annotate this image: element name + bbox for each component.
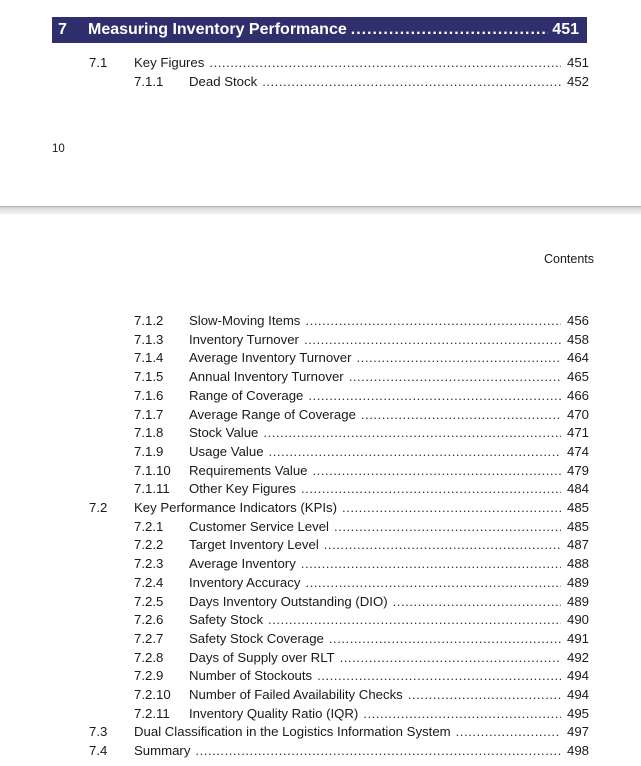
entry-page: 452 — [566, 73, 589, 89]
dot-leader — [305, 574, 561, 592]
entry-number: 7.1.5 — [134, 369, 164, 385]
entry-number: 7.1.10 — [134, 462, 171, 478]
entry-page: 466 — [566, 387, 589, 403]
entry-page: 465 — [566, 369, 589, 385]
dot-leader — [329, 630, 561, 648]
chapter-number: 7 — [58, 21, 67, 38]
toc-entry[interactable] — [134, 443, 589, 461]
entry-title: Stock Value — [189, 425, 259, 441]
toc-entry[interactable] — [134, 331, 589, 349]
entry-number: 7.4 — [89, 743, 108, 759]
dot-leader — [308, 387, 561, 405]
entry-title: Slow-Moving Items — [189, 313, 301, 328]
toc-entry[interactable] — [134, 424, 589, 442]
toc-entry[interactable] — [134, 705, 589, 723]
entry-title: Days of Supply over RLT — [189, 649, 335, 665]
entry-title: Days Inventory Outstanding (DIO) — [189, 593, 388, 609]
dot-leader — [268, 611, 561, 629]
page-number: 10 — [52, 143, 65, 155]
entry-page: 484 — [566, 481, 589, 497]
toc-entry[interactable] — [134, 630, 589, 648]
chapter-page: 451 — [552, 21, 579, 38]
dot-leader — [456, 723, 561, 741]
entry-title: Inventory Turnover — [189, 331, 299, 347]
entry-page: 494 — [566, 687, 589, 702]
entry-title: Average Range of Coverage — [189, 406, 356, 422]
dot-leader — [324, 536, 561, 554]
entry-title: Number of Stockouts — [189, 668, 313, 684]
entry-number: 7.3 — [89, 724, 108, 740]
toc-entry[interactable] — [134, 73, 589, 91]
entry-number: 7.2.10 — [134, 687, 171, 702]
entry-title: Key Performance Indicators (KPIs) — [134, 500, 338, 515]
toc-entry[interactable] — [134, 406, 589, 424]
toc-entry[interactable] — [134, 593, 589, 611]
dot-leader — [361, 406, 561, 424]
entry-page: 458 — [566, 331, 589, 347]
entry-page: 456 — [566, 313, 589, 328]
entry-number: 7.1.7 — [134, 406, 164, 422]
entry-number: 7.2.2 — [134, 537, 164, 553]
entry-number: 7.1.3 — [134, 331, 164, 347]
toc-entry[interactable] — [134, 536, 589, 554]
entry-title: Usage Value — [189, 443, 264, 459]
entry-title: Target Inventory Level — [189, 537, 319, 553]
entry-page: 451 — [566, 55, 589, 70]
dot-leader — [209, 54, 561, 72]
entry-number: 7.2.8 — [134, 649, 164, 665]
dot-leader — [408, 686, 561, 704]
entry-number: 7.2.4 — [134, 574, 164, 590]
entry-title: Safety Stock — [189, 612, 264, 628]
entry-page: 488 — [566, 556, 589, 572]
dot-leader — [305, 312, 561, 330]
dot-leader — [334, 518, 561, 536]
entry-title: Dead Stock — [189, 73, 258, 89]
entry-number: 7.2.1 — [134, 518, 164, 534]
entry-page: 487 — [566, 537, 589, 553]
dot-leader — [262, 73, 561, 91]
entry-page: 485 — [566, 518, 589, 534]
entry-title: Average Inventory — [189, 556, 296, 572]
entry-number: 7.2.3 — [134, 556, 164, 572]
running-head: Contents — [543, 252, 594, 266]
entry-page: 474 — [566, 443, 589, 459]
entry-number: 7.1.8 — [134, 425, 164, 441]
entry-number: 7.2.6 — [134, 612, 164, 628]
dot-leader — [304, 331, 561, 349]
entry-number: 7.1.2 — [134, 313, 164, 328]
chapter-heading[interactable] — [52, 17, 587, 43]
dot-leader — [301, 480, 561, 498]
dot-leader — [269, 443, 561, 461]
dot-leader — [340, 649, 561, 667]
entry-title: Key Figures — [134, 55, 205, 70]
entry-title: Safety Stock Coverage — [189, 630, 324, 646]
entry-title: Average Inventory Turnover — [189, 350, 352, 366]
entry-page: 489 — [566, 574, 589, 590]
entry-title: Inventory Accuracy — [189, 574, 301, 590]
entry-page: 485 — [566, 500, 589, 515]
entry-title: Other Key Figures — [189, 481, 297, 497]
toc-entry[interactable] — [89, 499, 589, 517]
toc-entry[interactable] — [134, 686, 589, 704]
entry-page: 471 — [566, 425, 589, 441]
dot-leader — [301, 555, 561, 573]
toc-entry[interactable] — [89, 54, 589, 72]
entry-page: 495 — [566, 705, 589, 721]
toc-entry[interactable] — [134, 368, 589, 386]
dot-leader — [351, 21, 549, 39]
dot-leader — [313, 462, 561, 480]
entry-number: 7.1.11 — [134, 481, 170, 497]
dot-leader — [349, 368, 561, 386]
entry-number: 7.1.4 — [134, 350, 164, 366]
dot-leader — [393, 593, 561, 611]
entry-page: 489 — [566, 593, 589, 609]
dot-leader — [263, 424, 561, 442]
entry-number: 7.1.9 — [134, 443, 164, 459]
toc-entry[interactable] — [134, 667, 589, 685]
toc-entry[interactable] — [134, 462, 589, 480]
entry-title: Range of Coverage — [189, 387, 304, 403]
entry-page: 470 — [566, 406, 589, 422]
toc-page-upper — [0, 0, 641, 206]
toc-entry[interactable] — [134, 480, 589, 498]
entry-title: Requirements Value — [189, 462, 308, 478]
entry-title: Annual Inventory Turnover — [189, 369, 344, 385]
entry-title: Summary — [134, 743, 191, 759]
toc-entry[interactable] — [134, 611, 589, 629]
toc-entry[interactable] — [134, 555, 589, 573]
toc-entry[interactable] — [134, 387, 589, 405]
toc-entry[interactable] — [134, 312, 589, 330]
entry-page: 491 — [566, 630, 589, 646]
toc-entry[interactable] — [134, 649, 589, 667]
entry-title: Number of Failed Availability Checks — [189, 687, 403, 702]
dot-leader — [195, 742, 561, 760]
entry-number: 7.2 — [89, 500, 108, 515]
toc-entry[interactable] — [134, 518, 589, 536]
dot-leader — [357, 349, 561, 367]
entry-page: 498 — [566, 743, 589, 759]
chapter-title: Measuring Inventory Performance — [88, 21, 347, 38]
entry-number: 7.2.9 — [134, 668, 164, 684]
entry-page: 464 — [566, 350, 589, 366]
entry-number: 7.1.1 — [134, 73, 164, 89]
dot-leader — [342, 499, 561, 517]
entry-title: Inventory Quality Ratio (IQR) — [189, 705, 359, 721]
entry-page: 492 — [566, 649, 589, 665]
dot-leader — [363, 705, 561, 723]
dot-leader — [317, 667, 561, 685]
entry-page: 497 — [566, 724, 589, 740]
entry-number: 7.2.7 — [134, 630, 164, 646]
toc-entry[interactable] — [89, 742, 589, 760]
entry-page: 494 — [566, 668, 589, 684]
entry-page: 490 — [566, 612, 589, 628]
entry-page: 479 — [566, 462, 589, 478]
toc-entry[interactable] — [134, 574, 589, 592]
entry-number: 7.1.6 — [134, 387, 164, 403]
entry-number: 7.2.5 — [134, 593, 164, 609]
toc-entry[interactable] — [89, 723, 589, 741]
entry-title: Customer Service Level — [189, 518, 329, 534]
toc-entry[interactable] — [134, 349, 589, 367]
entry-title: Dual Classification in the Logistics Information System — [134, 724, 451, 740]
entry-number: 7.1 — [89, 55, 108, 70]
entry-number: 7.2.11 — [134, 705, 170, 721]
